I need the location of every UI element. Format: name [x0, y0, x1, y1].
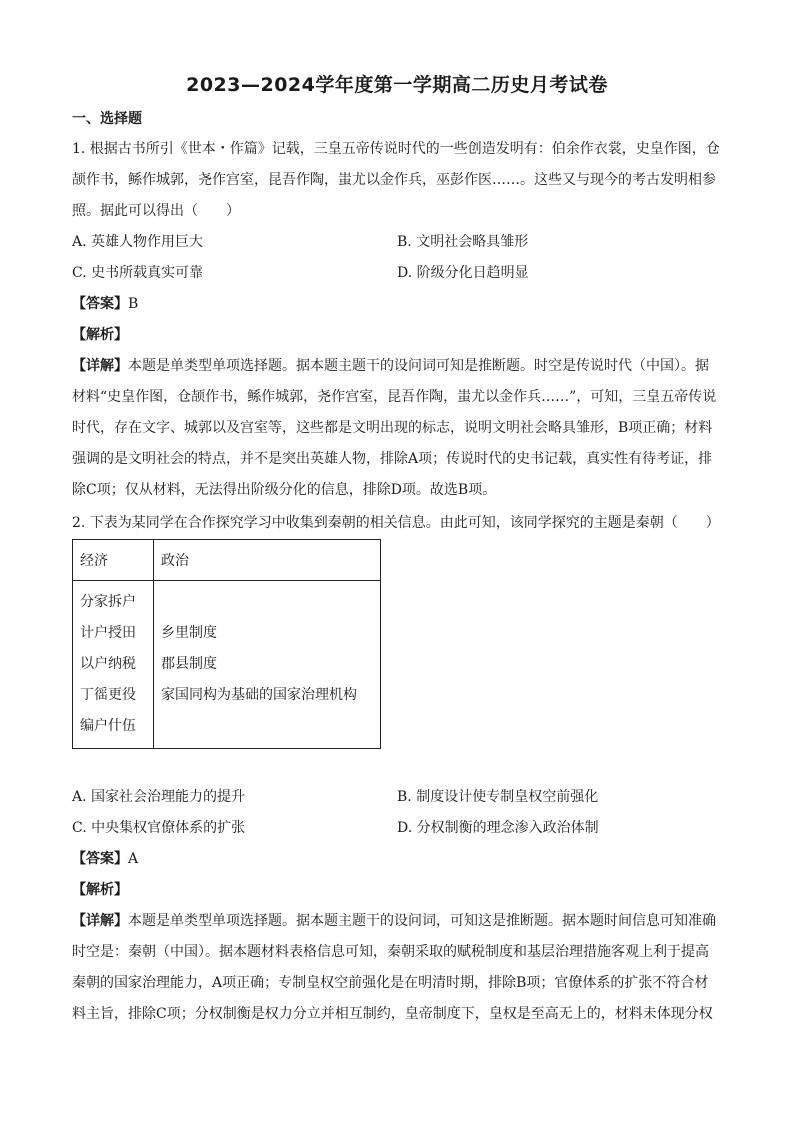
detail-text: 本题是单类型单项选择题。据本题主题干的设问词，可知这是推断题。据本题时间信息可知准确 [128, 913, 716, 929]
q1-analysis-tag: 【解析】 [72, 327, 128, 343]
q2-answer [72, 849, 138, 869]
q1-stem-line-1: 1. 根据古书所引《世本・作篇》记载，三皇五帝传说时代的一些创造发明有：伯余作衣裳，史皇作图，仓 [72, 141, 720, 157]
q1-detail-line-5: 除C项；仅从材料，无法得出阶级分化的信息，排除D项。故选B项。 [72, 482, 497, 498]
table-row [73, 581, 381, 749]
answer-value: A [128, 851, 139, 867]
q2-detail-line-3: 秦朝的国家治理能力，A项正确；专制皇权空前强化是在明清时期，排除B项；官僚体系的扩张不符合材 [72, 975, 709, 991]
q1-stem-line-3: 照。据此可以得出（ ） [72, 203, 240, 219]
header-politics: 政治 [154, 540, 381, 581]
q1-option-b: B. 文明社会略具雏形 [397, 234, 529, 250]
politics-item: 郡县制度 [161, 656, 217, 672]
politics-cell [154, 581, 381, 749]
q2-detail-line-2: 时空是：秦朝（中国）。据本题材料表格信息可知，秦朝采取的赋税制度和基层治理措施客观上利于提高 [72, 944, 709, 960]
economy-item: 计户授田 [80, 625, 136, 641]
economy-item: 以户纳税 [80, 656, 136, 672]
detail-tag: 【详解】 [72, 913, 128, 929]
q1-option-c: C. 史书所载真实可靠 [72, 265, 204, 281]
q1-option-d: D. 阶级分化日趋明显 [397, 265, 529, 281]
q1-detail-line-4: 强调的是文明社会的特点，并不是突出英雄人物，排除A项；传说时代的史书记载，真实性有待考证，排 [72, 451, 713, 467]
q2-info-table [72, 539, 381, 749]
economy-cell [73, 581, 154, 749]
table-header-row [73, 540, 381, 581]
detail-text: 本题是单类型单项选择题。据本题主题干的设问词可知是推断题。时空是传说时代（中国）。据 [128, 358, 709, 374]
detail-tag: 【详解】 [72, 358, 128, 374]
q1-stem-line-2: 颉作书，鲧作城郭，尧作宫室，昆吾作陶，蚩尤以金作兵，巫彭作医……。这些又与现今的考古发明相参 [72, 172, 716, 188]
q1-answer [72, 294, 138, 314]
politics-item: 家国同构为基础的国家治理机构 [161, 687, 357, 703]
q1-detail-line-2: 材料“史皇作图，仓颉作书，鲧作城郭，尧作宫室，昆吾作陶，蚩尤以金作兵……”，可知，三皇五帝传说 [72, 389, 717, 405]
q2-option-c: C. 中央集权官僚体系的扩张 [72, 820, 246, 836]
answer-value: B [128, 296, 139, 312]
answer-tag: 【答案】 [72, 851, 128, 867]
header-economy: 经济 [73, 540, 154, 581]
answer-tag: 【答案】 [72, 296, 128, 312]
economy-item: 编户什伍 [80, 718, 136, 734]
q2-option-a: A. 国家社会治理能力的提升 [72, 789, 246, 805]
q1-option-a: A. 英雄人物作用巨大 [72, 234, 204, 250]
q2-analysis-tag: 【解析】 [72, 882, 128, 898]
q2-stem: 2. 下表为某同学在合作探究学习中收集到秦朝的相关信息。由此可知，该同学探究的主题是秦朝（ ） [72, 515, 720, 531]
economy-item: 分家拆户 [80, 594, 136, 610]
economy-item: 丁徭更役 [80, 687, 136, 703]
q2-option-b: B. 制度设计使专制皇权空前强化 [397, 789, 599, 805]
q1-detail-line-3: 时代，存在文字、城郭以及宫室等，这些都是文明出现的标志，说明文明社会略具雏形，B项正确；材料 [72, 420, 713, 436]
q2-detail-line-4: 料主旨，排除C项；分权制衡是权力分立并相互制约，皇帝制度下，皇权是至高无上的，材料未体现分权 [72, 1006, 713, 1022]
politics-item: 乡里制度 [161, 625, 217, 641]
q2-detail-line-1 [72, 911, 716, 931]
q2-option-d: D. 分权制衡的理念渗入政治体制 [397, 820, 599, 836]
section-heading: 一、选择题 [72, 111, 142, 127]
page-title: 2023—2024学年度第一学期高二历史月考试卷 [186, 74, 608, 96]
q1-detail-line-1 [72, 356, 709, 376]
